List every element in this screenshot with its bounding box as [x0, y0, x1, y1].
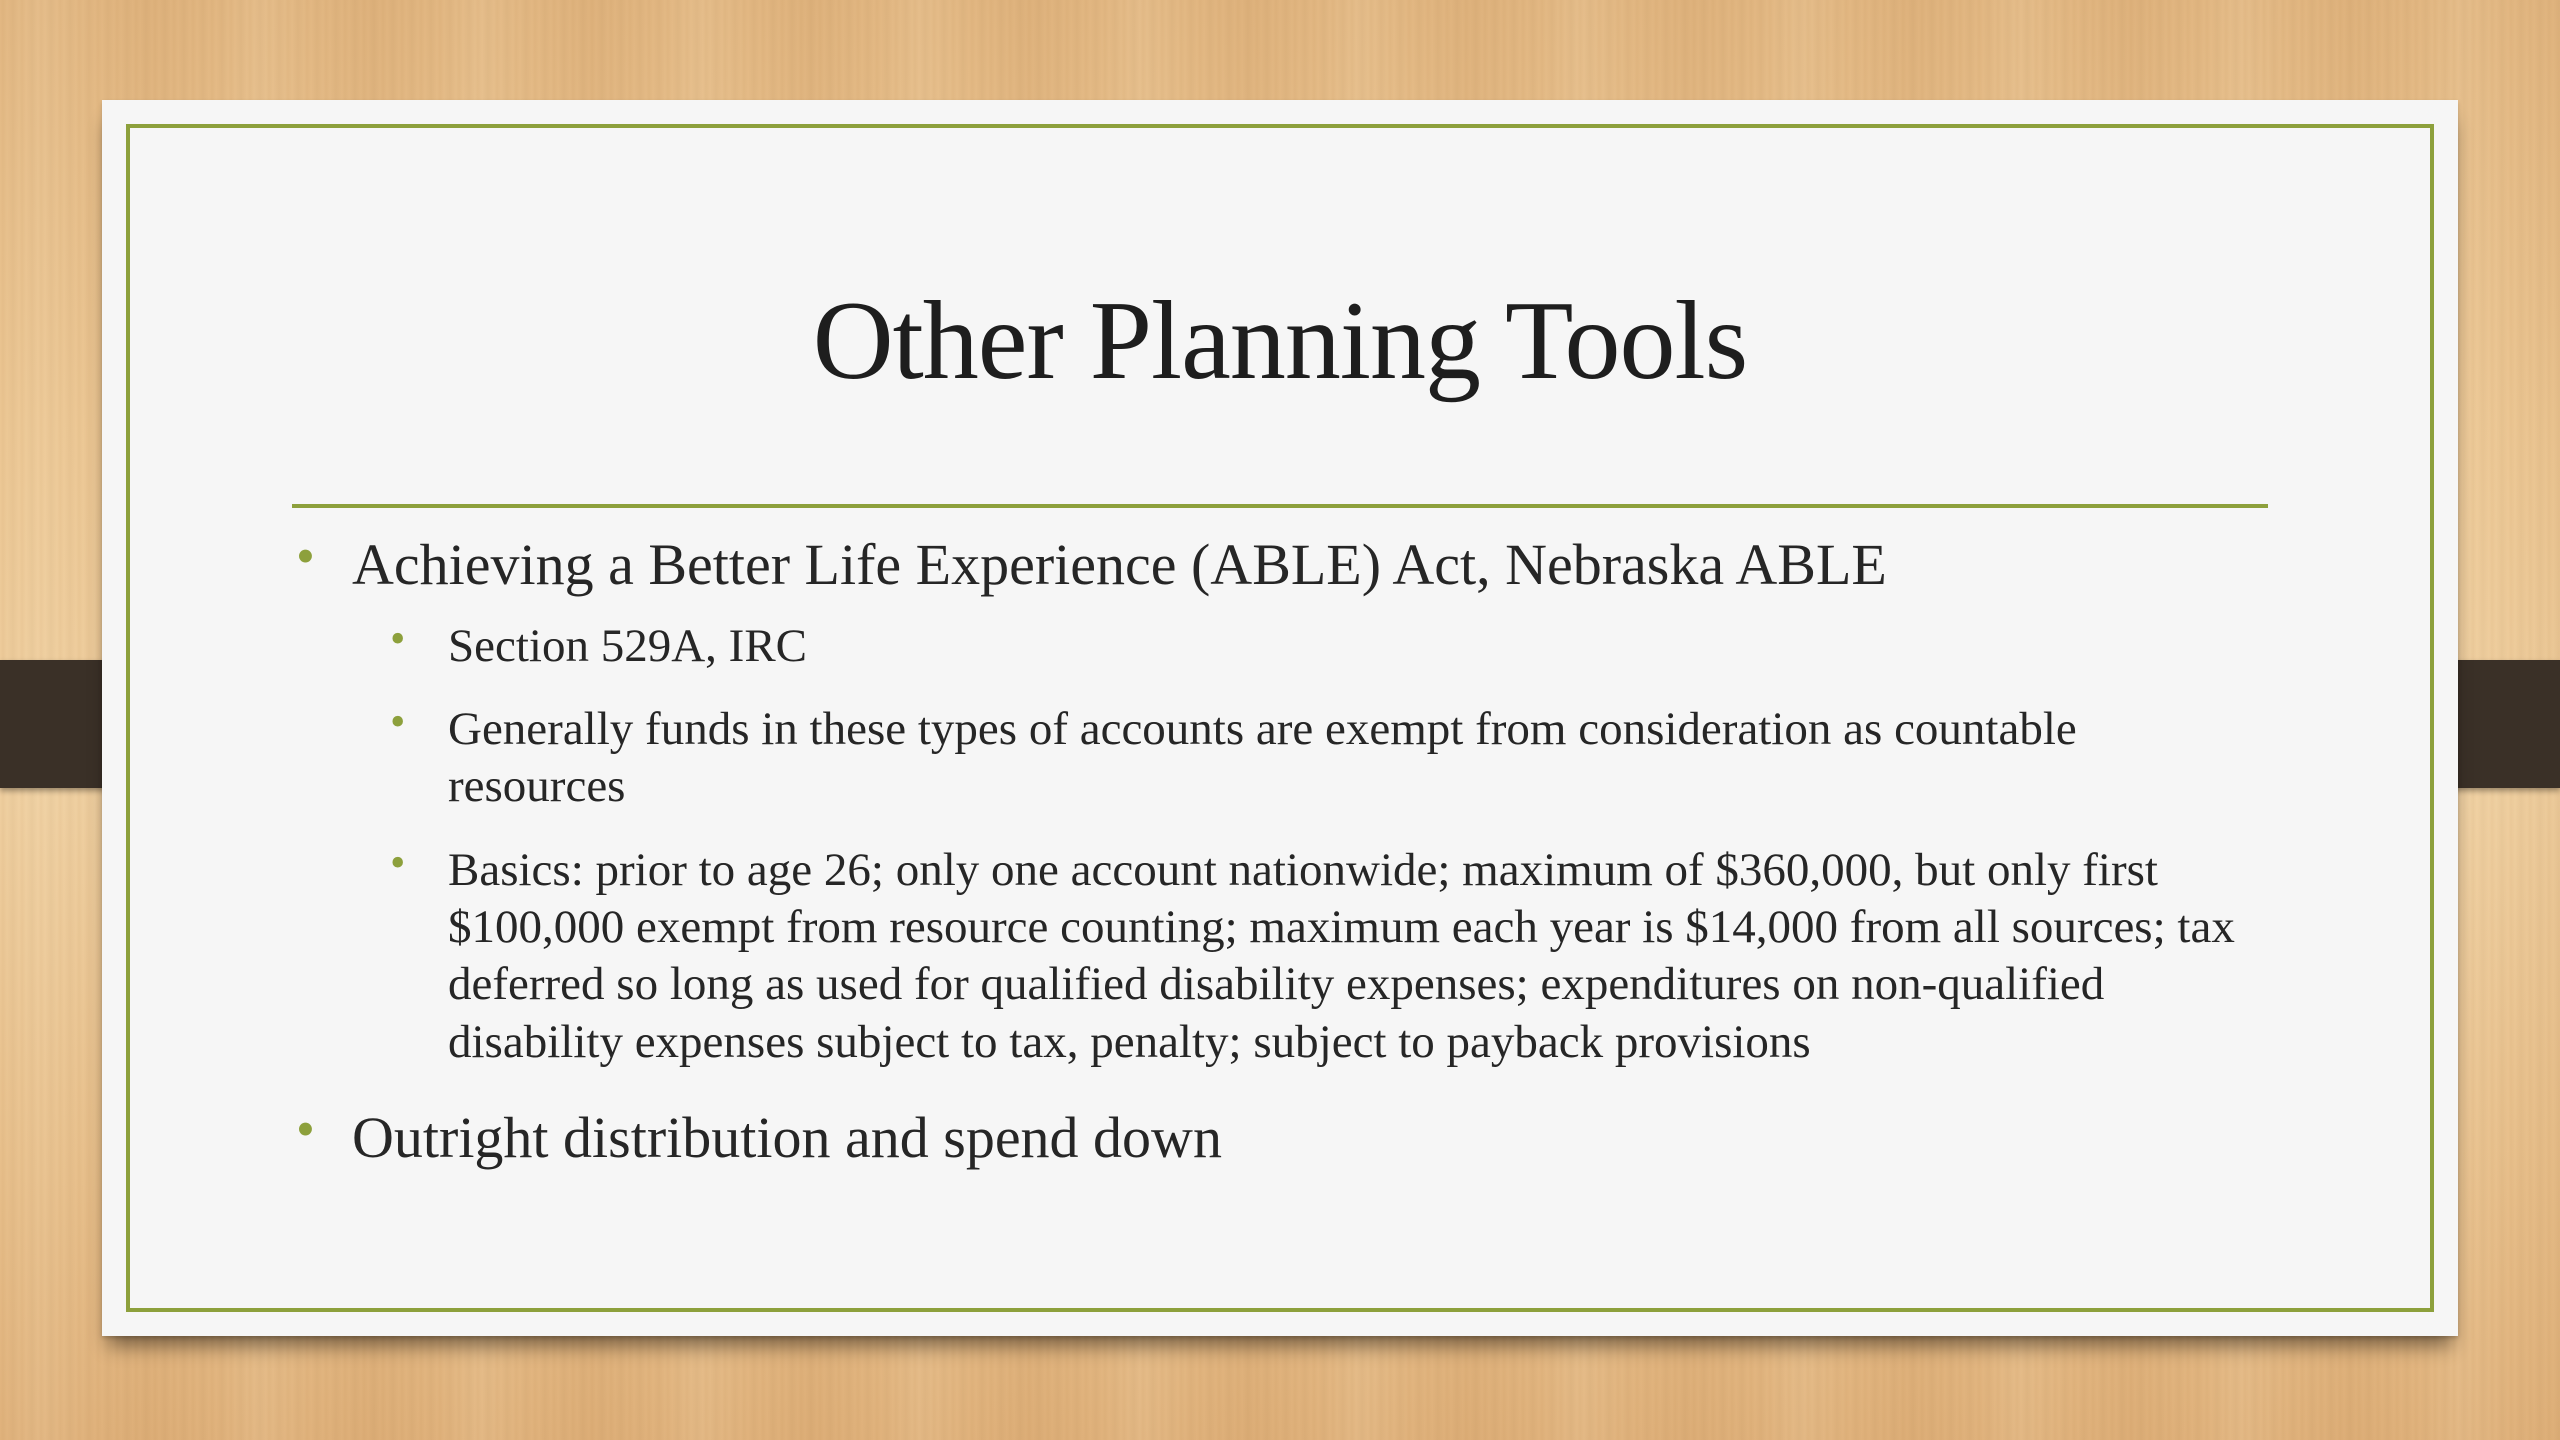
sub-bullet-text: Generally funds in these types of accounts are exempt from consideration as countable resources — [448, 702, 2077, 813]
sub-bullet-item — [292, 837, 2258, 1071]
slide-card — [102, 100, 2458, 1336]
sub-bullet-item — [292, 696, 2258, 816]
slide-body — [292, 526, 2258, 1190]
sub-bullet-item — [292, 613, 2258, 675]
slide-title: Other Planning Tools — [812, 279, 1748, 403]
bullet-icon: • — [296, 526, 315, 586]
title-divider — [292, 504, 2268, 508]
bullet-icon: • — [390, 613, 406, 663]
bullet-text: Outright distribution and spend down — [352, 1104, 1222, 1170]
sub-bullet-text: Basics: prior to age 26; only one account nationwide; maximum of $360,000, but only first $100,000 exempt from resource counting; maximum each year is $14,000 from all sources; tax deferred so long as used for qualified disability expenses; expenditures on non-qualified disability expenses subject to tax, penalty; subject to payback provisions — [448, 843, 2235, 1068]
bullet-icon: • — [390, 696, 406, 746]
bullet-icon: • — [296, 1098, 315, 1159]
bullet-item — [292, 1098, 2258, 1173]
sub-bullet-text: Section 529A, IRC — [448, 619, 808, 672]
bullet-item — [292, 526, 2258, 600]
bullet-icon: • — [390, 837, 406, 887]
bullet-text: Achieving a Better Life Experience (ABLE) Act, Nebraska ABLE — [352, 532, 1887, 597]
